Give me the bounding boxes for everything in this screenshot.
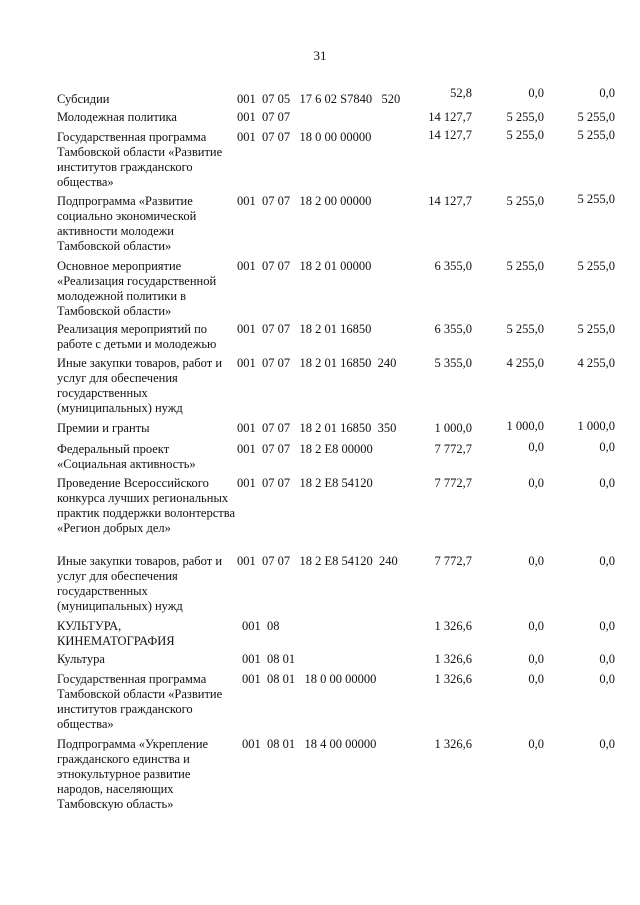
row-name: Реализация мероприятий по работе с детьми и молодежью bbox=[57, 322, 217, 351]
row-code: 001 07 07 18 2 Е8 54120 bbox=[237, 476, 373, 490]
row-code: 001 08 01 18 4 00 00000 bbox=[242, 737, 377, 751]
row-value-3: 5 255,0 bbox=[577, 192, 615, 206]
row-value-1: 7 772,7 bbox=[434, 554, 472, 568]
row-value-2: 0,0 bbox=[528, 737, 544, 751]
row-name: Подпрограмма «Развитие социально экономической активности молодежи Тамбовской области» bbox=[57, 194, 197, 253]
row-value-1: 14 127,7 bbox=[428, 194, 472, 208]
row-value-2: 0,0 bbox=[528, 652, 544, 666]
row-value-3: 5 255,0 bbox=[577, 259, 615, 273]
row-value-3: 0,0 bbox=[599, 440, 615, 454]
row-value-3: 5 255,0 bbox=[577, 128, 615, 142]
row-value-3: 5 255,0 bbox=[577, 110, 615, 124]
row-value-3: 0,0 bbox=[599, 554, 615, 568]
row-value-2: 1 000,0 bbox=[506, 419, 544, 433]
row-value-1: 1 326,6 bbox=[434, 737, 472, 751]
row-value-1: 1 326,6 bbox=[434, 672, 472, 686]
row-value-2: 5 255,0 bbox=[506, 110, 544, 124]
row-name: Государственная программа Тамбовской области «Развитие институтов гражданского общества» bbox=[57, 130, 223, 189]
row-value-3: 0,0 bbox=[599, 672, 615, 686]
row-value-3: 1 000,0 bbox=[577, 419, 615, 433]
row-value-1: 1 326,6 bbox=[434, 619, 472, 633]
row-value-2: 0,0 bbox=[528, 619, 544, 633]
page-number: 31 bbox=[313, 48, 327, 63]
row-value-1: 7 772,7 bbox=[434, 476, 472, 490]
row-name: Премии и гранты bbox=[57, 421, 150, 435]
row-value-2: 0,0 bbox=[528, 672, 544, 686]
row-value-1: 52,8 bbox=[450, 86, 472, 100]
row-name: Государственная программа Тамбовской области «Развитие институтов гражданского общества» bbox=[57, 672, 223, 731]
row-name: Основное мероприятие «Реализация государственной молодежной политики в Тамбовской области» bbox=[57, 259, 217, 318]
row-name: Иные закупки товаров, работ и услуг для обеспечения государственных (муниципальных) нужд bbox=[57, 554, 223, 613]
row-value-1: 6 355,0 bbox=[434, 322, 472, 336]
row-name: Иные закупки товаров, работ и услуг для обеспечения государственных (муниципальных) нужд bbox=[57, 356, 223, 415]
row-code: 001 07 07 18 2 01 16850 350 bbox=[237, 421, 397, 435]
row-value-3: 0,0 bbox=[599, 619, 615, 633]
row-value-2: 0,0 bbox=[528, 554, 544, 568]
row-value-1: 14 127,7 bbox=[428, 128, 472, 142]
row-code: 001 07 07 18 2 Е8 00000 bbox=[237, 442, 373, 456]
row-value-2: 5 255,0 bbox=[506, 128, 544, 142]
row-code: 001 08 01 bbox=[242, 652, 296, 666]
row-name: Субсидии bbox=[57, 92, 110, 106]
row-value-3: 5 255,0 bbox=[577, 322, 615, 336]
row-value-2: 0,0 bbox=[528, 476, 544, 490]
row-code: 001 07 07 18 2 Е8 54120 240 bbox=[237, 554, 398, 568]
row-value-2: 0,0 bbox=[528, 86, 544, 100]
row-code: 001 07 07 18 2 01 16850 bbox=[237, 322, 372, 336]
row-name: Проведение Всероссийского конкурса лучших региональных практик поддержки волонтерства «Регион добрых дел» bbox=[57, 476, 236, 535]
row-code: 001 08 bbox=[242, 619, 280, 633]
row-value-1: 1 326,6 bbox=[434, 652, 472, 666]
row-name: Подпрограмма «Укрепление гражданского единства и этнокультурное развитие народов, населяющих Тамбовскую область» bbox=[57, 737, 209, 811]
row-name: Культура bbox=[57, 652, 105, 666]
row-code: 001 07 07 18 2 00 00000 bbox=[237, 194, 372, 208]
row-code: 001 07 07 18 2 01 16850 240 bbox=[237, 356, 397, 370]
row-value-1: 6 355,0 bbox=[434, 259, 472, 273]
row-value-2: 4 255,0 bbox=[506, 356, 544, 370]
row-value-2: 0,0 bbox=[528, 440, 544, 454]
row-value-1: 7 772,7 bbox=[434, 442, 472, 456]
row-name: КУЛЬТУРА, КИНЕМАТОГРАФИЯ bbox=[57, 619, 175, 648]
row-name: Молодежная политика bbox=[57, 110, 177, 124]
row-value-2: 5 255,0 bbox=[506, 322, 544, 336]
row-code: 001 07 07 18 2 01 00000 bbox=[237, 259, 372, 273]
row-value-2: 5 255,0 bbox=[506, 259, 544, 273]
row-code: 001 08 01 18 0 00 00000 bbox=[242, 672, 377, 686]
row-value-1: 5 355,0 bbox=[434, 356, 472, 370]
row-value-3: 0,0 bbox=[599, 652, 615, 666]
row-value-1: 14 127,7 bbox=[428, 110, 472, 124]
row-code: 001 07 07 18 0 00 00000 bbox=[237, 130, 372, 144]
row-code: 001 07 07 bbox=[237, 110, 291, 124]
row-code: 001 07 05 17 6 02 S7840 520 bbox=[237, 92, 401, 106]
row-value-3: 0,0 bbox=[599, 86, 615, 100]
row-value-3: 0,0 bbox=[599, 737, 615, 751]
row-value-1: 1 000,0 bbox=[434, 421, 472, 435]
row-value-3: 0,0 bbox=[599, 476, 615, 490]
row-value-3: 4 255,0 bbox=[577, 356, 615, 370]
row-name: Федеральный проект «Социальная активность» bbox=[57, 442, 196, 471]
row-value-2: 5 255,0 bbox=[506, 194, 544, 208]
